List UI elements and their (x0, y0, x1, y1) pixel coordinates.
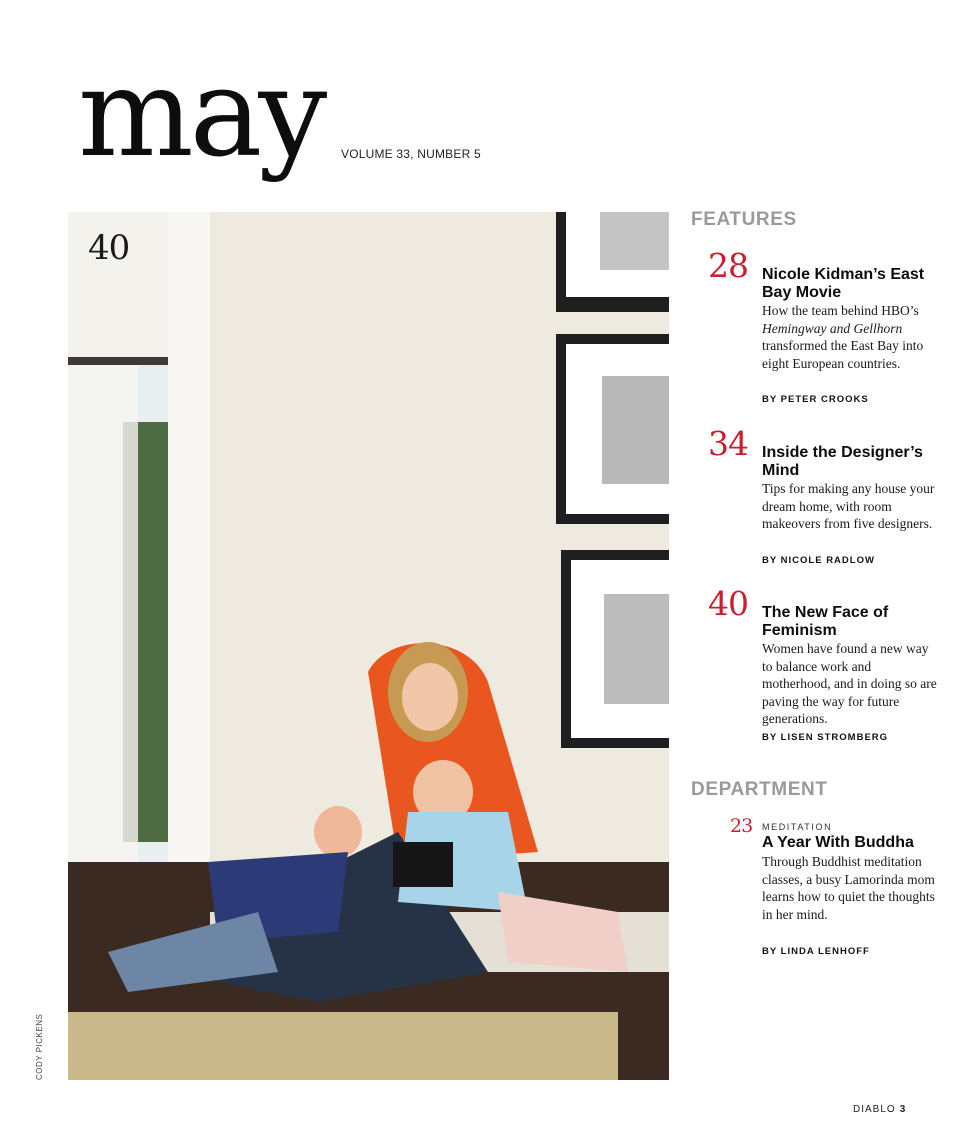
department-title[interactable]: A Year With Buddha (762, 834, 914, 851)
feature-description: Tips for making any house your dream home, with room makeovers from five designers. (762, 481, 935, 532)
feature-byline: BY LISEN STROMBERG (762, 732, 889, 743)
cover-photo (68, 212, 669, 1080)
family-photo-illustration (68, 212, 669, 1080)
features-heading: FEATURES (691, 209, 797, 230)
department-kicker: MEDITATION (762, 822, 833, 832)
feature-page-number: 28 (708, 246, 748, 285)
department-heading: DEPARTMENT (691, 779, 828, 800)
feature-byline: BY NICOLE RADLOW (762, 555, 875, 566)
department-byline: BY LINDA LENHOFF (762, 946, 870, 957)
feature-title[interactable]: Nicole Kidman’s East Bay Movie (762, 266, 925, 301)
feature-byline: BY PETER CROOKS (762, 394, 869, 405)
page-footer (853, 1104, 906, 1115)
feature-description: How the team behind HBO’s Hemingway and Gellhorn transformed the East Bay into eight European countries. (762, 303, 924, 371)
department-page-number: 23 (730, 815, 753, 837)
feature-description: Women have found a new way to balance work and motherhood, and in doing so are paving the way for future generations. (762, 641, 937, 727)
photo-page-number: 40 (88, 228, 130, 268)
folio-page-number: 3 (899, 1104, 907, 1115)
feature-page-number: 40 (708, 584, 748, 623)
feature-page-number: 34 (708, 424, 748, 463)
feature-title[interactable]: The New Face of Feminism (762, 604, 889, 639)
photo-credit: CODY PICKENS (35, 1013, 44, 1080)
magazine-name: DIABLO (853, 1104, 896, 1115)
feature-title[interactable]: Inside the Designer’s Mind (762, 444, 923, 479)
volume-number: VOLUME 33, NUMBER 5 (341, 147, 481, 161)
department-description: Through Buddhist meditation classes, a busy Lamorinda mom learns how to quiet the thoughts in her mind. (762, 854, 935, 922)
masthead-title: may (78, 42, 324, 184)
